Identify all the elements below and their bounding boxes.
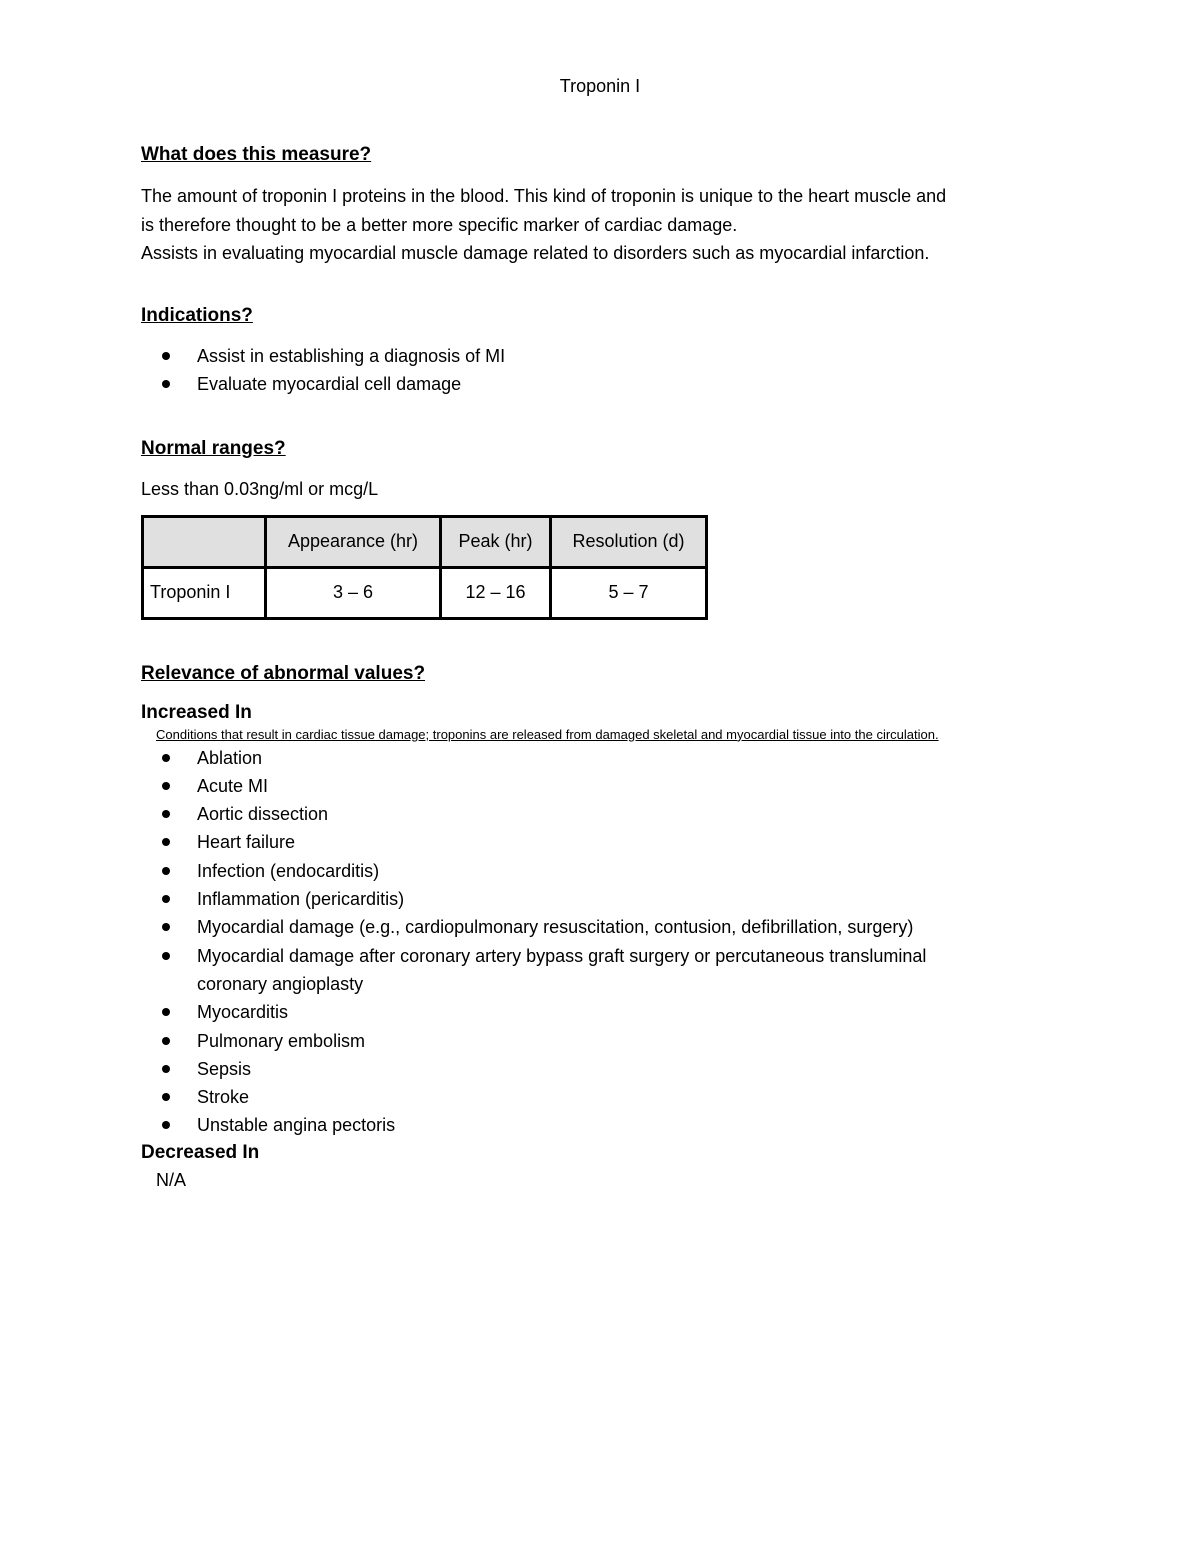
list-item xyxy=(141,857,1061,885)
bullet-icon xyxy=(162,810,170,818)
bullet-icon xyxy=(162,923,170,931)
table-cell: Troponin I xyxy=(143,567,266,618)
list-item xyxy=(141,1083,1061,1111)
document-body xyxy=(141,142,1061,1194)
increased-item-text: Heart failure xyxy=(197,832,296,853)
list-item xyxy=(141,772,1061,800)
bullet-icon xyxy=(162,1037,170,1045)
bullet-icon xyxy=(162,1008,170,1016)
table-cell: 5 – 7 xyxy=(551,567,707,618)
indication-text: Evaluate myocardial cell damage xyxy=(197,373,462,394)
measure-line-3: Assists in evaluating myocardial muscle damage related to disorders such as myocardial infarction. xyxy=(141,243,930,263)
increased-note: Conditions that result in cardiac tissue damage; troponins are released from damaged skeletal and myocardial tissue into the circulation. xyxy=(156,726,939,742)
list-item xyxy=(141,913,1061,941)
increased-item-text: Stroke xyxy=(197,1087,250,1108)
list-item xyxy=(141,998,1061,1026)
list-item xyxy=(141,1027,1061,1055)
increased-heading: Increased In xyxy=(141,701,252,723)
bullet-icon xyxy=(162,1093,170,1101)
list-item xyxy=(141,828,1061,856)
measure-line-2: is therefore thought to be a better more specific marker of cardiac damage. xyxy=(141,214,738,235)
table-row xyxy=(143,567,707,618)
table-cell: 12 – 16 xyxy=(441,567,551,618)
measure-heading: What does this measure? xyxy=(141,144,372,165)
indications-heading: Indications? xyxy=(141,304,253,326)
relevance-heading: Relevance of abnormal values? xyxy=(141,662,426,684)
table-header-row xyxy=(143,516,707,567)
normal-range-text: Less than 0.03ng/ml or mcg/L xyxy=(141,479,379,500)
bullet-icon xyxy=(162,838,170,846)
decreased-heading: Decreased In xyxy=(141,1141,260,1163)
bullet-icon xyxy=(162,952,170,960)
increased-item-text: Ablation xyxy=(197,747,263,768)
bullet-icon xyxy=(162,895,170,903)
bullet-icon xyxy=(162,380,170,388)
increased-item-text: Myocarditis xyxy=(197,1002,289,1023)
increased-item-text: Acute MI xyxy=(197,775,269,796)
increased-item-text: Inflammation (pericarditis) xyxy=(197,889,405,910)
increased-item-text: Infection (endocarditis) xyxy=(197,860,380,881)
normal-ranges-heading: Normal ranges? xyxy=(141,438,286,460)
document-title: Troponin I xyxy=(559,76,641,96)
list-item xyxy=(141,1111,1061,1139)
decreased-text: N/A xyxy=(156,1169,187,1190)
list-item xyxy=(141,744,1061,772)
bullet-icon xyxy=(162,1121,170,1129)
bullet-icon xyxy=(162,352,170,360)
list-item xyxy=(141,342,1061,370)
table-header-cell: Appearance (hr) xyxy=(266,516,441,567)
table-header-cell: Resolution (d) xyxy=(551,516,707,567)
increased-item-text: Myocardial damage after coronary artery bypass graft surgery or percutaneous transluminal coronary angioplasty xyxy=(197,945,927,994)
increased-item-text: Aortic dissection xyxy=(197,804,329,825)
indication-text: Assist in establishing a diagnosis of MI xyxy=(197,345,506,366)
table-cell: 3 – 6 xyxy=(266,567,441,618)
increased-item-text: Unstable angina pectoris xyxy=(197,1115,396,1136)
table-header-cell: Peak (hr) xyxy=(441,516,551,567)
table-header-cell xyxy=(143,516,266,567)
list-item xyxy=(141,370,1061,398)
bullet-icon xyxy=(162,754,170,762)
list-item xyxy=(141,942,1061,999)
bullet-icon xyxy=(162,867,170,875)
list-item xyxy=(141,885,1061,913)
bullet-icon xyxy=(162,782,170,790)
increased-item-text: Sepsis xyxy=(197,1058,252,1079)
increased-item-text: Pulmonary embolism xyxy=(197,1030,366,1051)
increased-list xyxy=(141,744,1061,1140)
increased-item-text: Myocardial damage (e.g., cardiopulmonary resuscitation, contusion, defibrillation, surgery) xyxy=(197,917,914,938)
bullet-icon xyxy=(162,1065,170,1073)
troponin-timing-table xyxy=(141,515,708,620)
list-item xyxy=(141,800,1061,828)
indications-list xyxy=(141,342,1061,399)
measure-line-1: The amount of troponin I proteins in the blood. This kind of troponin is unique to the heart muscle and xyxy=(141,186,947,206)
list-item xyxy=(141,1055,1061,1083)
